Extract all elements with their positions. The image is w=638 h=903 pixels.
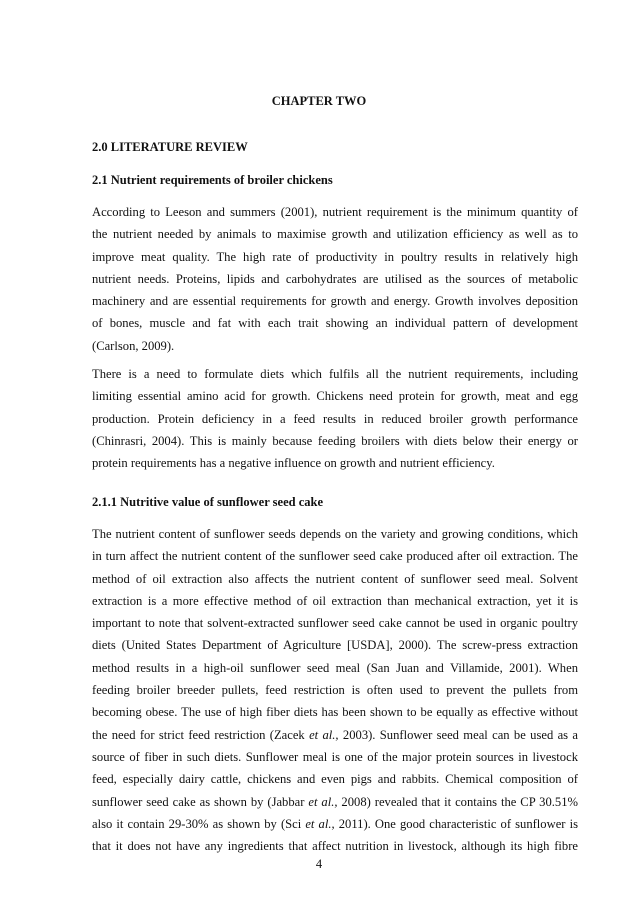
text-line: extraction is a more effective method of oil extraction than mechanical extraction, yet it is <box>92 593 578 608</box>
chapter-title: CHAPTER TWO <box>271 94 367 108</box>
paragraph-2 <box>92 363 578 474</box>
subsection-heading-2: 2.1.1 Nutritive value of sunflower seed cake <box>92 495 323 509</box>
text-line: improve meat quality. The high rate of productivity in poultry results in relatively high <box>92 249 578 264</box>
text-run: the need for strict feed restriction (Zacek <box>92 727 310 742</box>
text-line: protein requirements has a negative influence on growth and nutrient efficiency. <box>92 456 495 471</box>
text-run: 2011). One good characteristic of sunflower is <box>334 816 578 831</box>
citation-italic: et al., <box>309 727 339 742</box>
paragraph-3 <box>92 523 578 857</box>
text-line <box>92 813 578 835</box>
text-line: diets (United States Department of Agriculture [USDA], 2000). The screw-press extraction <box>92 638 578 653</box>
text-line: that it does not have any ingredients that affect nutrition in livestock, although its high fibre <box>92 839 578 854</box>
citation-italic: et al., <box>308 794 338 809</box>
text-line <box>92 791 578 813</box>
text-line: in turn affect the nutrient content of the sunflower seed cake produced after oil extraction. The <box>92 549 578 564</box>
text-line: of bones, muscle and fat with each trait showing an individual pattern of development <box>92 316 578 331</box>
paragraph-1 <box>92 201 578 357</box>
text-line <box>92 724 578 746</box>
text-line: production. Protein deficiency in a feed results in reduced broiler growth performance <box>92 411 578 426</box>
text-line: (Carlson, 2009). <box>92 338 175 353</box>
page-number: 4 <box>315 857 323 871</box>
text-line: There is a need to formulate diets which fulfils all the nutrient requirements, including <box>92 367 578 381</box>
text-run: sunflower seed cake as shown by (Jabbar <box>92 794 309 809</box>
text-line: The nutrient content of sunflower seeds depends on the variety and growing conditions, which <box>92 527 578 541</box>
text-line: important to note that solvent-extracted sunflower seed cake cannot be used in organic poultry <box>92 616 578 631</box>
text-line: limiting essential amino acid for growth. Chickens need protein for growth, meat and egg <box>92 389 578 404</box>
text-run: 2008) revealed that it contains the CP 30.51% <box>337 794 578 809</box>
text-line: machinery and are essential requirements for growth and energy. Growth involves deposition <box>92 294 578 309</box>
text-line: nutrient needs. Proteins, lipids and carbohydrates are utilised as the sources of metabolic <box>92 271 578 286</box>
section-heading: 2.0 LITERATURE REVIEW <box>92 140 248 154</box>
citation-italic: et al., <box>305 816 335 831</box>
text-line: According to Leeson and summers (2001), nutrient requirement is the minimum quantity of <box>92 205 578 219</box>
text-line: feed, especially dairy cattle, chickens and even pigs and rabbits. Chemical composition of <box>92 772 578 787</box>
text-run: also it contain 29-30% as shown by (Sci <box>92 816 306 831</box>
text-line: the nutrient needed by animals to maximise growth and utilization efficiency as well as to <box>92 227 578 242</box>
text-line: (Chinrasri, 2004). This is mainly because feeding broilers with diets below their energy or <box>92 433 578 448</box>
subsection-heading: 2.1 Nutrient requirements of broiler chickens <box>92 173 333 187</box>
text-line: source of fiber in such diets. Sunflower meal is one of the major protein sources in livestock <box>92 749 578 764</box>
text-line: method results in a high-oil sunflower seed meal (San Juan and Villamide, 2001). When <box>92 660 578 675</box>
text-line: becoming obese. The use of high fiber diets has been shown to be equally as effective without <box>92 705 578 720</box>
text-run: 2003). Sunflower seed meal can be used as a <box>338 727 578 742</box>
text-line: method of oil extraction also affects the nutrient content of sunflower seed meal. Solvent <box>92 571 578 586</box>
text-line: feeding broiler breeder pullets, feed restriction is often used to prevent the pullets from <box>92 683 578 698</box>
